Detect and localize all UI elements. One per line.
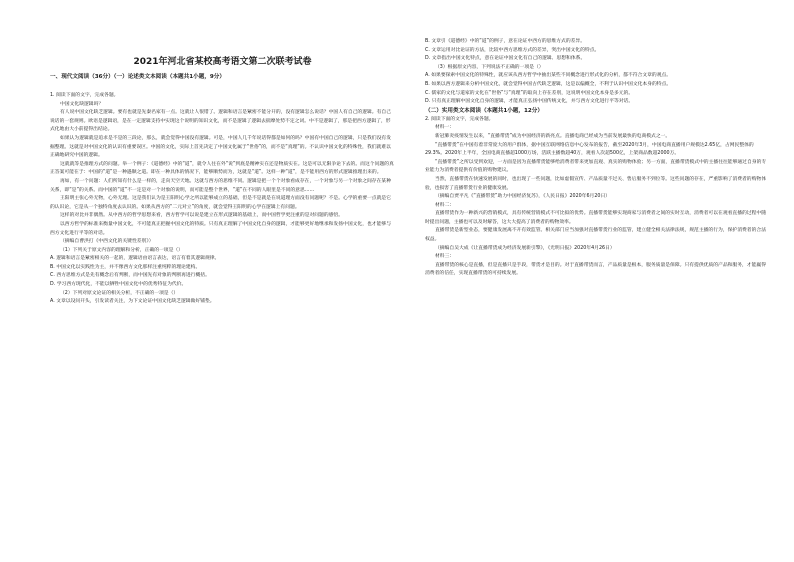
material-paragraph: “直播带货”在中国有着非常庞大的用户群体，据中国互联网络信息中心发布的报告，截至2020年3月，中国电商直播用户规模达2.65亿，占网民整体的29.3%。2020年上半年，全国电商直播超1000万场，活跃主播数超40万，观看人次超500亿，上架商品数超2000万。	[425, 142, 754, 157]
section-heading-1: 一、现代文阅读（36分）（一）论述类文本阅读（本题共1小题，9分）	[50, 74, 225, 80]
right-column	[425, 0, 770, 562]
article-paragraph: 这就就等是推理方式的问题。举一个例子：《道德经》中的“道”，就令人往在外“说”到底是精神实在还是物质实在。这是可以无限争论下去的。而这个问题的真正答案可能在于：中国的“道”是一种遇顺之道。即在一种具体的情况下，能够顺势而为，这就是“道”。这样一种“道”，是不能用西方的形式逻辑推理出来的。	[50, 161, 394, 176]
question-2-intro: 2. 阅读下面的文字，完成各题。	[425, 116, 494, 122]
option-c: C. 西方思维方式是先有概念后有判断，而中国先有对象的判断再进行概括。	[50, 273, 210, 279]
option-d: D. 学习西方现代化，不能以牺牲中国文化中的优秀特征为代价。	[50, 282, 187, 288]
option-c: C. 文章运用对比论证的方法，比较中西方思维方式的差异，突出中国文化的特点。	[425, 47, 600, 53]
excerpt-source: （摘编自曹洪打《中西文化的关键性差别》）	[60, 239, 154, 245]
option-a: A. 如果要探索中国文化的特殊性，就应该从西方哲学中抽出某些不同概念进行形式化的分析，都不符合文章的观点。	[425, 73, 672, 79]
option-a: A. 文章以设问开头，引发读者关注，为下文论证中国文化缺乏逻辑做好铺垫。	[50, 299, 215, 305]
section-heading-2: （二）实用类文本阅读（本题共1小题，12分）	[425, 107, 543, 114]
option-d: D. 只有真正理解中国文化自身的逻辑，才能真正弘扬中国传统文化，并与西方文化进行平等对话。	[425, 99, 634, 105]
article-paragraph: 如果认为逻辑就是追求是不是的三段论，那么，就会觉得中国没有逻辑。可是，中国人几千年说话得都是如何的吗？中国有中国自己的逻辑，只是我们没有发掘整理。这就是对中国文化的认识有重要误区。中国的文化，实际上首先决定了中国文化属于“世俗”的，而不是“真理”的。不认识中国文化的特殊性，我们就难以正确地研究中国的逻辑。	[50, 135, 391, 159]
option-b: B. 如果以西方逻辑来分析中国文化，就会觉得中国古代缺乏逻辑，这是以偏概全，不利于认识中国文化本身的特点。	[425, 81, 672, 87]
material-3-label: 材料三：	[435, 254, 455, 260]
question-3-stem: （3）根据原文内容，下列说法不正确的一项是（）	[435, 64, 544, 70]
material-paragraph: “直播带货”之所以受到欢迎，一方面是因为直播带货能够给消费者带来更加直观、真实的购物体验；另一方面，直播带货模式中的主播往往能够通过自身的专业能力为消费者提供有价值的购物建议。	[425, 159, 767, 174]
material-paragraph: 直播带货的核心是直播，但是直播只是手段，带货才是目的。对于直播带货而言，产品质量是根本，服务质量是保障。只有提供优质的产品和服务，才能赢得消费者的信任，实现直播带货的可持续发展。	[425, 262, 766, 277]
material-2-label: 材料二：	[435, 202, 455, 208]
article-paragraph: 王阳明主张心外无物，心外无理。这是我们认为是王阳明心学之所以能够成立的基础，但是不是就是在说道理方面没有问题呢？不是。心学的重要一点就是它的认识论，它是从一个独特角度去认识的。如果从西方的“二元对立”的角度，就会觉得王阳明的心学在逻辑上有问题。	[50, 196, 391, 210]
material-1-label: 材料一：	[435, 125, 455, 131]
article-paragraph: 以西方哲学的标准来衡量中国文化，不可能真正把握中国文化的特质。只有真正理解了中国文化自身的逻辑，才能够更好地继承和发扬中国文化，也才能够与西方文化进行平等的对话。	[50, 221, 391, 236]
article-paragraph: 这样的对比并非偶然。从中西方的哲学思想来看，西方哲学可以说是建立在形式逻辑的基础上，而中国哲学更注重的是对问题的感悟。	[60, 213, 344, 219]
option-c: C. 儒家的文化与道家的文化在“世俗”与“真理”的取向上存在差别，这说明中国文化本身是多元的。	[425, 90, 634, 96]
article-paragraph: 再如，有一个问题：人们所知有什么是一样的，走向天空天地。这就与西方的思维不同。逻辑是把一个个对象看成存在，一个对象与另一个对象之间存在某种关系，即“是”的关系。而中国的“道”不一定是对一个对象的说明，而可能是整个世界，“道”在不同的人眼里是不同的意思……	[50, 178, 391, 193]
question-2-stem: （2）下列对原文论证的相关分析，不正确的一项是（）	[60, 290, 179, 296]
option-d: D. 文章指出中国文化特点，意在论证中国文化有自己的逻辑、思想和体系。	[425, 56, 586, 62]
material-paragraph: 直播带货作为一种新兴的营销模式，具有传统营销模式不可比拟的优势。直播带货能够实现商家与消费者之间的实时互动，消费者可以在观看直播的过程中随时提出问题，主播也可以及时解答，这大大提高了消费者的购物效率。	[425, 211, 766, 225]
option-b: B. 文章引《道德经》中的“道”的例子，意在论证中西方的思维方式的差异。	[425, 39, 586, 44]
left-column	[50, 0, 395, 562]
material-1-source: （摘编自贾平凡《“直播带货”助力中国经济复苏》，《人民日报》2020年6月20日）	[435, 194, 611, 200]
article-paragraph: 有人说中国文化缺乏逻辑。要有也就是先秦名家有一点。这就让人很错了。逻辑和语言是紧密不能分开的，没有逻辑怎么说话？中国人有自己的逻辑。有自己说话的一套规则。欧语是逻辑语，是在一定逻辑支持中实现这个说明的知识文化，而不是逻辑了逻辑去揣摩处势不定之词。中不是逻辑了，那是把西方逻辑了，形式化地由大小前提得出结论。	[50, 110, 391, 133]
material-paragraph: 直播带货是新型业态，要健康发展离不开有效监管。相关部门应当加强对直播带货行业的监管，建立健全相关法律法规，规范主播的行为，保护消费者的合法权益。	[425, 228, 766, 243]
material-2-source: （摘编自吴大成《让直播带货成为经济发展新引擎》，《光明日报》2020年4月26日）	[435, 245, 615, 251]
material-paragraph: 新冠肺炎疫情发生以来，“直播带货”成为中国经济的新亮点。直播电商已经成为当前发展最快的电商模式之一。	[435, 133, 671, 139]
exam-title: 2021年河北省某校高考语文第二次联考试卷	[133, 57, 312, 67]
question-1-stem: （1）下列关于原文内容的理解和分析，正确的一项是（）	[60, 247, 183, 253]
article-title: 中国文化缺逻辑吗？	[60, 101, 104, 107]
option-a: A. 逻辑和语言是紧密相关的一起的，逻辑语由语言表达，语言有着其逻辑规律。	[50, 256, 220, 262]
question-1-intro: 1. 阅读下面的文字，完成各题。	[50, 93, 119, 98]
material-paragraph: 当然，直播带货在快速发展的同时，也出现了一些问题，比如虚假宣传、产品质量不过关、售后服务不到位等。这些问题的存在，严重影响了消费者的购物体验，也损害了直播带货行业的健康发展。	[425, 176, 766, 191]
option-b: B. 中国文化以实践性为主，并不像西方文化那样注重纯粹的理论建构。	[50, 264, 201, 270]
